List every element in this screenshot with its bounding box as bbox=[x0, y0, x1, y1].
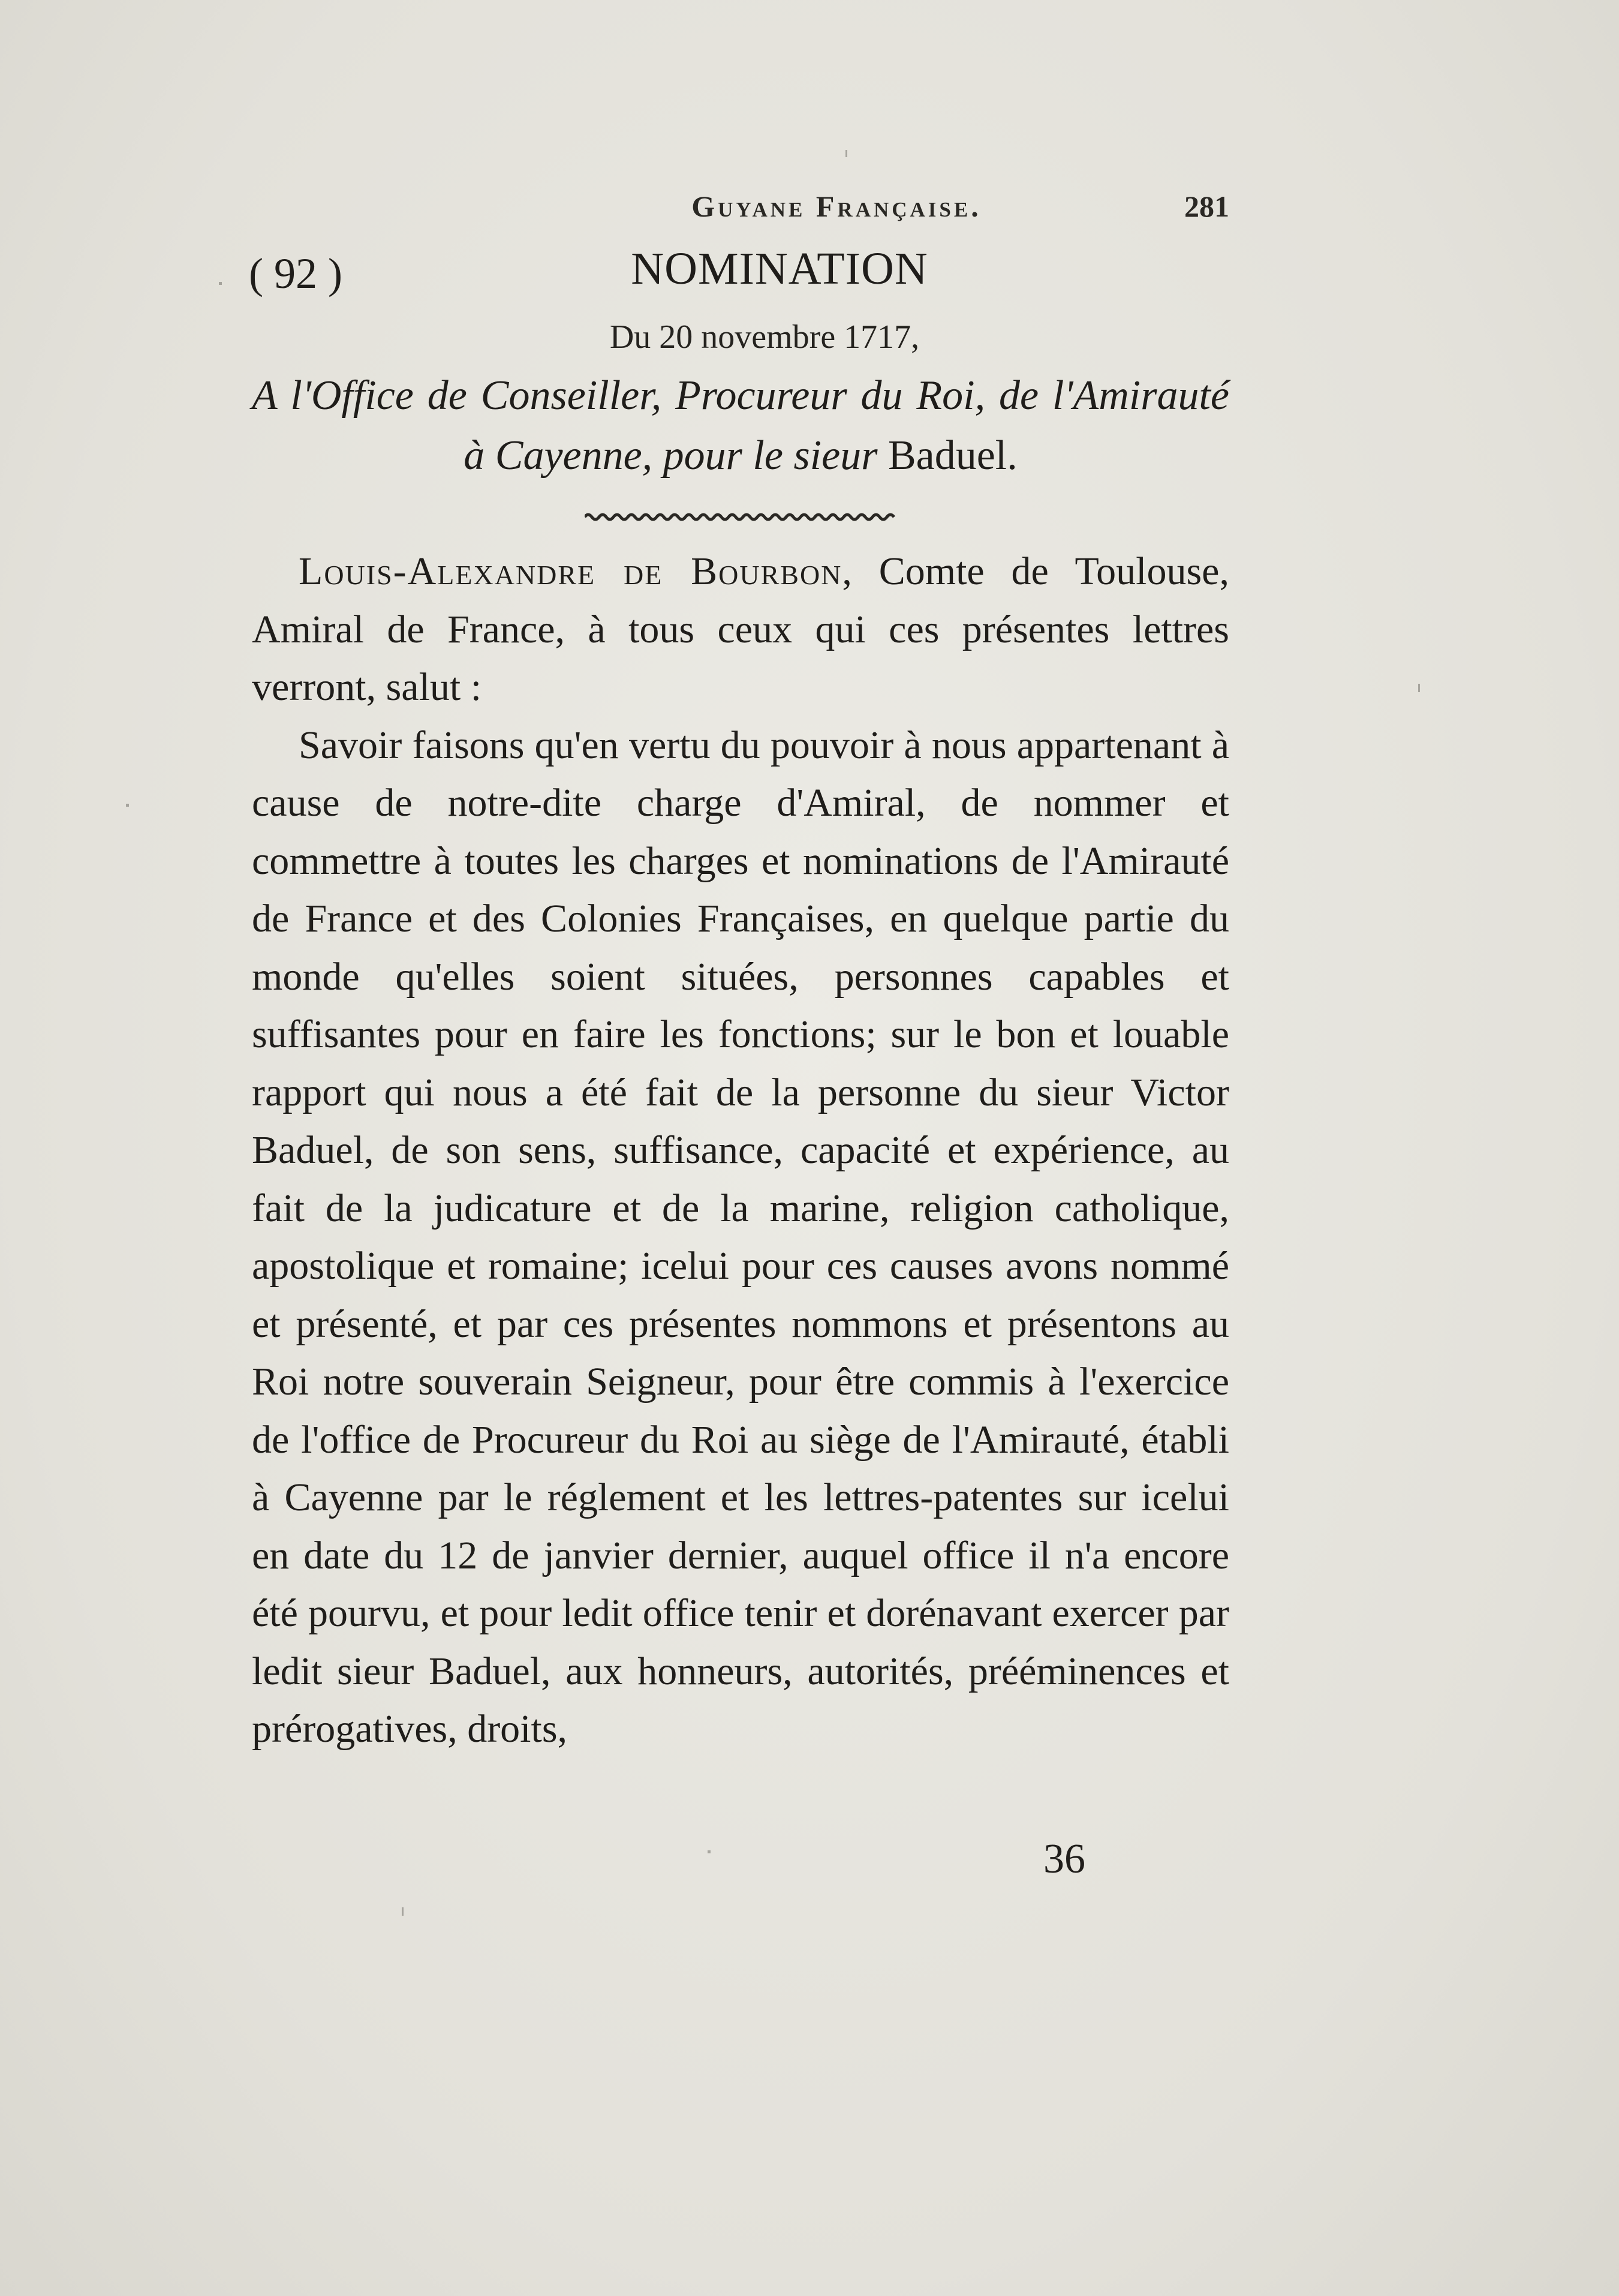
page-title: NOMINATION bbox=[631, 244, 928, 294]
paragraph-salutation bbox=[252, 543, 1229, 717]
page-number: 281 bbox=[1184, 190, 1229, 223]
signature-mark: 36 bbox=[1043, 1836, 1085, 1882]
paper-speck bbox=[402, 1907, 404, 1916]
subtitle-name: Baduel. bbox=[887, 432, 1018, 479]
subtitle bbox=[252, 366, 1229, 486]
salutation-text: , Comte de Toulouse, Amiral de France, à tous ceux qui ces présentes lettres verront, salut : bbox=[252, 549, 1229, 709]
paper-speck bbox=[1418, 684, 1420, 692]
paper-speck bbox=[126, 804, 129, 807]
paper-speck bbox=[708, 1850, 711, 1853]
body-text bbox=[252, 543, 1229, 1759]
paper-speck bbox=[219, 282, 222, 285]
running-head bbox=[252, 189, 1229, 237]
paragraph-main: Savoir faisons qu'en vertu du pouvoir à nous appartenant à cause de notre-dite charge d'Amiral, de nommer et commettre à toutes les charges et nominations de l'Amirauté de France et des Colonies Françaises, en quelque partie du monde qu'elles soient situées, personnes capables et suffisantes pour en faire les fonctions; sur le bon et louable rapport qui nous a été fait de la personne du sieur Victor Baduel, de son sens, suffisance, capacité et expérience, au fait de la judicature et de la marine, religion catholique, apostolique et romaine; icelui pour ces causes avons nommé et présenté, et par ces présentes nommons et présentons au Roi notre souverain Seigneur, pour être commis à l'exercice de l'office de Procureur du Roi au siège de l'Amirauté, établi à Cayenne par le réglement et les lettres-patentes sur icelui en date du 12 de janvier dernier, auquel office il n'a encore été pourvu, et pour ledit office tenir et dorénavant exercer par ledit sieur Baduel, aux honneurs, autorités, prééminences et prérogatives, droits, bbox=[252, 723, 1229, 1751]
document-number: ( 92 ) bbox=[249, 250, 342, 297]
admiral-name: Louis-Alexandre de Bourbon bbox=[299, 549, 842, 593]
date-line: Du 20 novembre 1717, bbox=[609, 318, 920, 356]
subtitle-italic: A l'Office de Conseiller, Procureur du Roi, de l'Amirauté à Cayenne, pour le sieur bbox=[252, 372, 1229, 479]
paper-speck bbox=[845, 150, 847, 157]
section-title: Guyane Française. bbox=[691, 190, 982, 223]
ornamental-rule bbox=[585, 511, 896, 523]
